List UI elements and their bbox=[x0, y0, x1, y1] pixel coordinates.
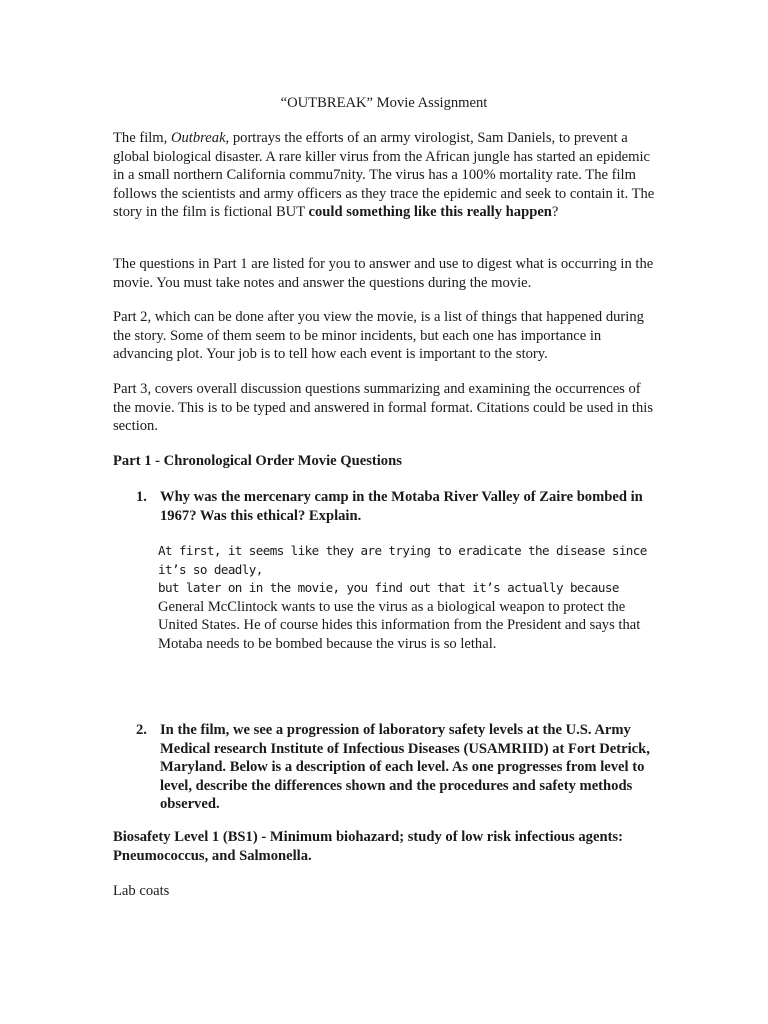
answer-1-line-2: but later on in the movie, you find out that it’s actually because bbox=[158, 580, 619, 595]
part1-heading: Part 1 - Chronological Order Movie Questions bbox=[113, 453, 402, 469]
question-2-number: 2. bbox=[136, 722, 147, 738]
intro-question-mark: ? bbox=[551, 204, 559, 220]
intro-paragraph bbox=[113, 129, 661, 222]
question-2-text: In the film, we see a progression of laboratory safety levels at the U.S. Army Medical research Institute of Infectious Diseases (USAMRIID) at Fort Detrick, Maryland. Below is a description of each level. As one progresses from level to level, describe the differences shown and the procedures and safety methods observed. bbox=[160, 722, 650, 812]
part1-description: The questions in Part 1 are listed for you to answer and use to digest what is occurring in the movie. You must take notes and answer the questions during the movie. bbox=[113, 256, 654, 291]
intro-text-start: The film, bbox=[113, 130, 171, 146]
question-2 bbox=[136, 721, 652, 814]
page-title: “OUTBREAK” Movie Assignment bbox=[280, 95, 488, 111]
question-1 bbox=[136, 488, 652, 525]
intro-text-body: , portrays the efforts of an army virologist, Sam Daniels, to prevent a global biological disaster. A rare killer virus from the African jungle has started an epidemic in a small northern California commu7nity. The virus has a 100% mortality rate. The film follows the scientists and army officers as they trace the epidemic and seek to contain it. The story in the film is fictional BUT bbox=[113, 130, 655, 220]
question-1-number: 1. bbox=[136, 489, 147, 505]
bs1-heading: Biosafety Level 1 (BS1) - Minimum biohazard; study of low risk infectious agents: Pneumococcus, and Salmonella. bbox=[113, 829, 623, 864]
answer-1-line-1: At first, it seems like they are trying to eradicate the disease since it’s so deadly, bbox=[158, 543, 647, 577]
film-title: Outbreak bbox=[170, 130, 226, 146]
answer-1 bbox=[158, 542, 658, 653]
part3-description: Part 3, covers overall discussion questions summarizing and examining the occurrences of the movie. This is to be typed and answered in formal format. Citations could be used in this section. bbox=[113, 381, 654, 434]
part2-description: Part 2, which can be done after you view the movie, is a list of things that happened during the story. Some of them seem to be minor incidents, but each one has importance in advancing plot. Your job is to tell how each event is important to the story. bbox=[113, 309, 644, 362]
intro-question: could something like this really happen bbox=[308, 204, 552, 220]
answer-1-rest: General McClintock wants to use the virus as a biological weapon to protect the United States. He of course hides this information from the President and says that Motaba needs to be bombed because the virus is so lethal. bbox=[158, 598, 641, 652]
lab-coats-note: Lab coats bbox=[113, 883, 170, 899]
question-1-text: Why was the mercenary camp in the Motaba River Valley of Zaire bombed in 1967? Was this ethical? Explain. bbox=[160, 489, 643, 524]
